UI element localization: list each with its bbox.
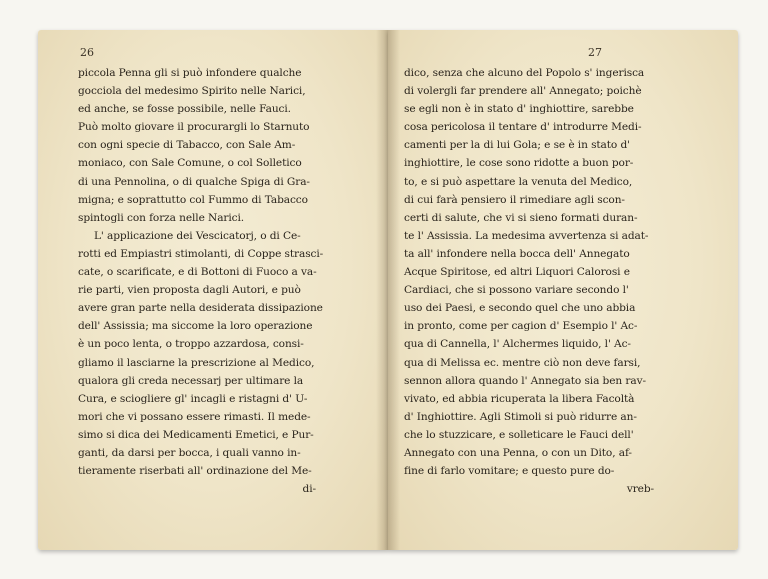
text-line: rie parti, vien proposta dagli Autori, e può bbox=[78, 284, 301, 297]
text-line: qua di Melissa ec. mentre ciò non deve farsi, bbox=[404, 356, 641, 369]
text-line: Può molto giovare il procurargli lo Starnuto bbox=[78, 121, 310, 134]
text-line: in pronto, come per cagion d' Esempio l' Ac- bbox=[404, 320, 638, 333]
text-line: Annegato con una Penna, o con un Dito, af- bbox=[404, 446, 632, 459]
catchword: di- bbox=[302, 483, 316, 496]
text-line: to, e si può aspettare la venuta del Medico, bbox=[404, 175, 633, 188]
text-line: Cardiaci, che si possono variare secondo l' bbox=[404, 284, 629, 297]
text-line: ganti, da darsi per bocca, i quali vanno in- bbox=[78, 446, 301, 459]
text-line: L' applicazione dei Vescicatorj, o di Ce- bbox=[94, 229, 301, 242]
text-line: cosa pericolosa il tentare d' introdurre Medi- bbox=[404, 121, 642, 134]
text-line: cate, o scarificate, e di Bottoni di Fuoco a va- bbox=[78, 266, 317, 279]
text-line: d' Inghiottire. Agli Stimoli si può ridurre an- bbox=[404, 410, 637, 423]
text-line: se egli non è in stato d' inghiottire, sarebbe bbox=[404, 103, 634, 116]
text-line: di cui farà pensiero il rimediare agli scon- bbox=[404, 193, 625, 206]
text-line: con ogni specie di Tabacco, con Sale Am- bbox=[78, 139, 296, 152]
text-line: piccola Penna gli si può infondere qualche bbox=[78, 67, 302, 79]
text-line: che lo stuzzicare, e solleticare le Fauci dell' bbox=[404, 428, 634, 441]
text-line: dell' Assissia; ma siccome la loro operazione bbox=[78, 320, 313, 333]
text-line: certi di salute, che vi si sieno formati duran- bbox=[404, 211, 638, 224]
text-line: ed anche, se fosse possibile, nelle Fauci. bbox=[78, 103, 291, 116]
text-line: moniaco, con Sale Comune, o col Solletico bbox=[78, 157, 302, 170]
text-line: è un poco lenta, o troppo azzardosa, consi- bbox=[78, 338, 304, 351]
text-line: Acque Spiritose, ed altri Liquori Calorosi e bbox=[404, 266, 630, 279]
right-page-text bbox=[404, 64, 654, 498]
text-line: spintogli con forza nelle Narici. bbox=[78, 211, 245, 224]
left-page-text bbox=[78, 64, 324, 498]
text-line: inghiottire, le cose sono ridotte a buon por- bbox=[404, 157, 634, 170]
text-line: uso dei Paesi, e secondo quel che uno abbia bbox=[404, 302, 636, 315]
text-line: ta all' infondere nella bocca dell' Annegato bbox=[404, 247, 630, 260]
text-line: migna; e soprattutto col Fummo di Tabacco bbox=[78, 193, 308, 206]
text-line: te l' Assissia. La medesima avvertenza si adat- bbox=[404, 229, 649, 242]
text-line: sennon allora quando l' Annegato sia ben rav- bbox=[404, 374, 646, 387]
text-line: mori che vi possano essere rimasti. Il mede- bbox=[78, 410, 311, 423]
text-line: qualora gli creda necessarj per ultimare la bbox=[78, 374, 304, 387]
text-line: simo si dica dei Medicamenti Emetici, e Pur- bbox=[78, 428, 314, 441]
right-page-number: 27 bbox=[588, 46, 602, 59]
text-line: di una Pennolina, o di qualche Spiga di Gra- bbox=[78, 175, 310, 188]
book-gutter bbox=[376, 30, 400, 550]
text-line: fine di farlo vomitare; e questo pure do- bbox=[404, 465, 615, 478]
text-line: tieramente riserbati all' ordinazione del Me- bbox=[78, 465, 312, 478]
text-line: vivato, ed abbia ricuperata la libera Facoltà bbox=[404, 392, 635, 405]
text-line: avere gran parte nella desiderata dissipazione bbox=[78, 302, 323, 315]
text-line: Cura, e scioglierе gl' incagli e ristagni d' U- bbox=[78, 392, 308, 405]
text-line: camenti per la di lui Gola; e se è in stato d' bbox=[404, 139, 630, 152]
text-line: rotti ed Empiastri stimolanti, di Coppe strasci- bbox=[78, 247, 324, 260]
text-line: dico, senza che alcuno del Popolo s' ingerisca bbox=[404, 67, 645, 79]
text-line: gliamo il lasciarne la prescrizione al Medico, bbox=[78, 356, 315, 369]
catchword: vreb- bbox=[626, 483, 654, 496]
text-line: gocciola del medesimo Spirito nelle Narici, bbox=[78, 85, 306, 98]
left-page-number: 26 bbox=[80, 46, 94, 59]
text-line: qua di Cannella, l' Alchermes liquido, l' Ac- bbox=[404, 338, 631, 351]
text-line: di volergli far prendere all' Annegato; poichè bbox=[404, 85, 642, 98]
